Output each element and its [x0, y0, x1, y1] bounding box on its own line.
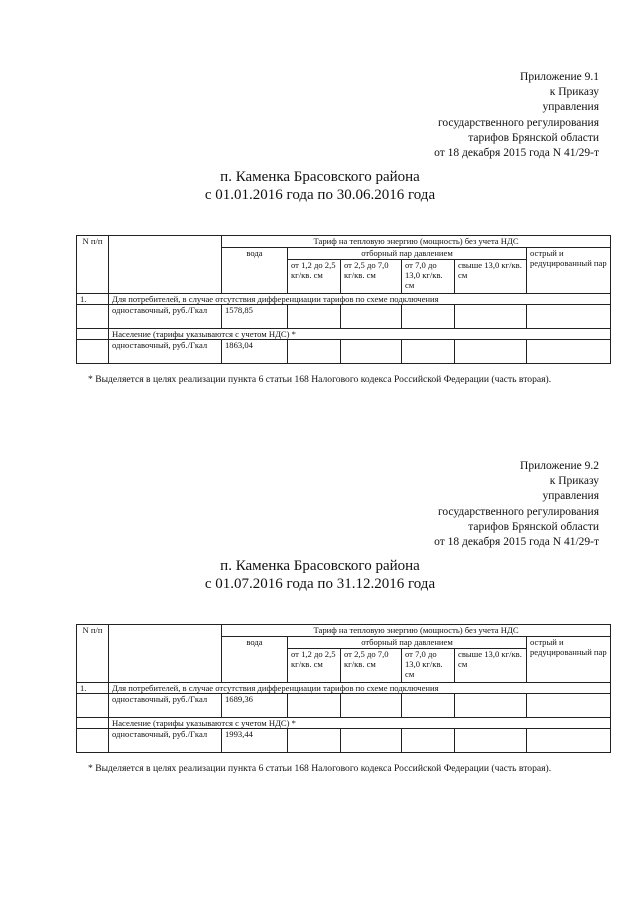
empty-cell — [77, 718, 109, 729]
authority-line-1: управления — [542, 101, 599, 114]
population-group-cell: Население (тарифы указываются с учетом НДС) * — [109, 718, 611, 729]
empty-cell — [527, 694, 611, 718]
empty-cell — [77, 340, 109, 364]
appendix-header — [434, 70, 599, 161]
empty-cell — [77, 729, 109, 753]
empty-cell — [455, 729, 527, 753]
order-reference: к Приказу — [549, 475, 599, 488]
header-sharp-steam-cell: острый и редуцированный пар — [527, 637, 611, 683]
header-water-cell: вода — [222, 248, 288, 294]
vat-footnote: * Выделяется в целях реализации пункта 6 статьи 168 Налогового кодекса Российской Федерации (часть вторая). — [88, 374, 552, 385]
empty-cell — [527, 340, 611, 364]
empty-cell — [402, 305, 455, 329]
header-number-cell: N п/п — [77, 625, 109, 683]
header-steam-range-3: от 7,0 до 13,0 кг/кв. см — [402, 260, 455, 294]
rate-label-cell: одноставочный, руб./Гкал — [109, 305, 222, 329]
locality-title: п. Каменка Брасовского района — [220, 169, 420, 185]
consumer-group-cell: Для потребителей, в случае отсутствия дифференциации тарифов по схеме подключения — [109, 683, 611, 694]
authority-line-3: тарифов Брянской области — [468, 131, 599, 144]
header-empty-cell — [109, 236, 222, 294]
empty-cell — [455, 694, 527, 718]
empty-cell — [402, 694, 455, 718]
authority-line-2: государственного регулирования — [437, 116, 599, 129]
rate-label-cell: одноставочный, руб./Гкал — [109, 694, 222, 718]
empty-cell — [77, 329, 109, 340]
header-steam-cell: отборный пар давлением — [288, 637, 527, 649]
period-title: с 01.07.2016 года по 31.12.2016 года — [204, 576, 436, 592]
empty-cell — [402, 340, 455, 364]
empty-cell — [341, 694, 402, 718]
period-title: с 01.01.2016 года по 30.06.2016 года — [204, 187, 436, 203]
tariff-table — [76, 624, 611, 753]
header-steam-cell: отборный пар давлением — [288, 248, 527, 260]
header-sharp-steam-cell: острый и редуцированный пар — [527, 248, 611, 294]
document-title — [0, 168, 640, 204]
empty-cell — [77, 694, 109, 718]
row-number-cell: 1. — [77, 294, 109, 305]
header-steam-range-3: от 7,0 до 13,0 кг/кв. см — [402, 649, 455, 683]
empty-cell — [77, 305, 109, 329]
header-steam-range-2: от 2,5 до 7,0 кг/кв. см — [341, 260, 402, 294]
header-steam-range-1: от 1,2 до 2,5 кг/кв. см — [288, 260, 341, 294]
appendix-header — [434, 459, 599, 550]
vat-footnote: * Выделяется в целях реализации пункта 6 статьи 168 Налогового кодекса Российской Федерации (часть вторая). — [88, 763, 552, 774]
empty-cell — [341, 729, 402, 753]
empty-cell — [341, 340, 402, 364]
water-value-cell: 1863,04 — [222, 340, 288, 364]
row-number-cell: 1. — [77, 683, 109, 694]
water-value-cell: 1689,36 — [222, 694, 288, 718]
empty-cell — [341, 305, 402, 329]
tariff-table — [76, 235, 611, 364]
header-steam-range-4: свыше 13,0 кг/кв. см — [455, 649, 527, 683]
header-steam-range-2: от 2,5 до 7,0 кг/кв. см — [341, 649, 402, 683]
empty-cell — [402, 729, 455, 753]
consumer-group-cell: Для потребителей, в случае отсутствия дифференциации тарифов по схеме подключения — [109, 294, 611, 305]
water-value-cell: 1993,44 — [222, 729, 288, 753]
rate-label-cell: одноставочный, руб./Гкал — [109, 729, 222, 753]
authority-line-3: тарифов Брянской области — [468, 520, 599, 533]
appendix-number: Приложение 9.1 — [520, 71, 599, 83]
order-date: от 18 декабря 2015 года N 41/29-т — [434, 536, 599, 549]
document-title — [0, 557, 640, 593]
header-tariff-cell: Тариф на тепловую энергию (мощность) без учета НДС — [222, 236, 611, 248]
order-reference: к Приказу — [549, 86, 599, 99]
header-tariff-cell: Тариф на тепловую энергию (мощность) без учета НДС — [222, 625, 611, 637]
empty-cell — [288, 340, 341, 364]
appendix-number: Приложение 9.2 — [520, 460, 599, 472]
header-steam-range-1: от 1,2 до 2,5 кг/кв. см — [288, 649, 341, 683]
empty-cell — [455, 305, 527, 329]
authority-line-2: государственного регулирования — [437, 505, 599, 518]
order-date: от 18 декабря 2015 года N 41/29-т — [434, 147, 599, 160]
header-empty-cell — [109, 625, 222, 683]
header-steam-range-4: свыше 13,0 кг/кв. см — [455, 260, 527, 294]
empty-cell — [288, 305, 341, 329]
locality-title: п. Каменка Брасовского района — [220, 558, 420, 574]
empty-cell — [455, 340, 527, 364]
empty-cell — [288, 729, 341, 753]
authority-line-1: управления — [542, 490, 599, 503]
empty-cell — [527, 729, 611, 753]
header-water-cell: вода — [222, 637, 288, 683]
water-value-cell: 1578,85 — [222, 305, 288, 329]
empty-cell — [288, 694, 341, 718]
empty-cell — [527, 305, 611, 329]
header-number-cell: N п/п — [77, 236, 109, 294]
rate-label-cell: одноставочный, руб./Гкал — [109, 340, 222, 364]
population-group-cell: Население (тарифы указываются с учетом НДС) * — [109, 329, 611, 340]
